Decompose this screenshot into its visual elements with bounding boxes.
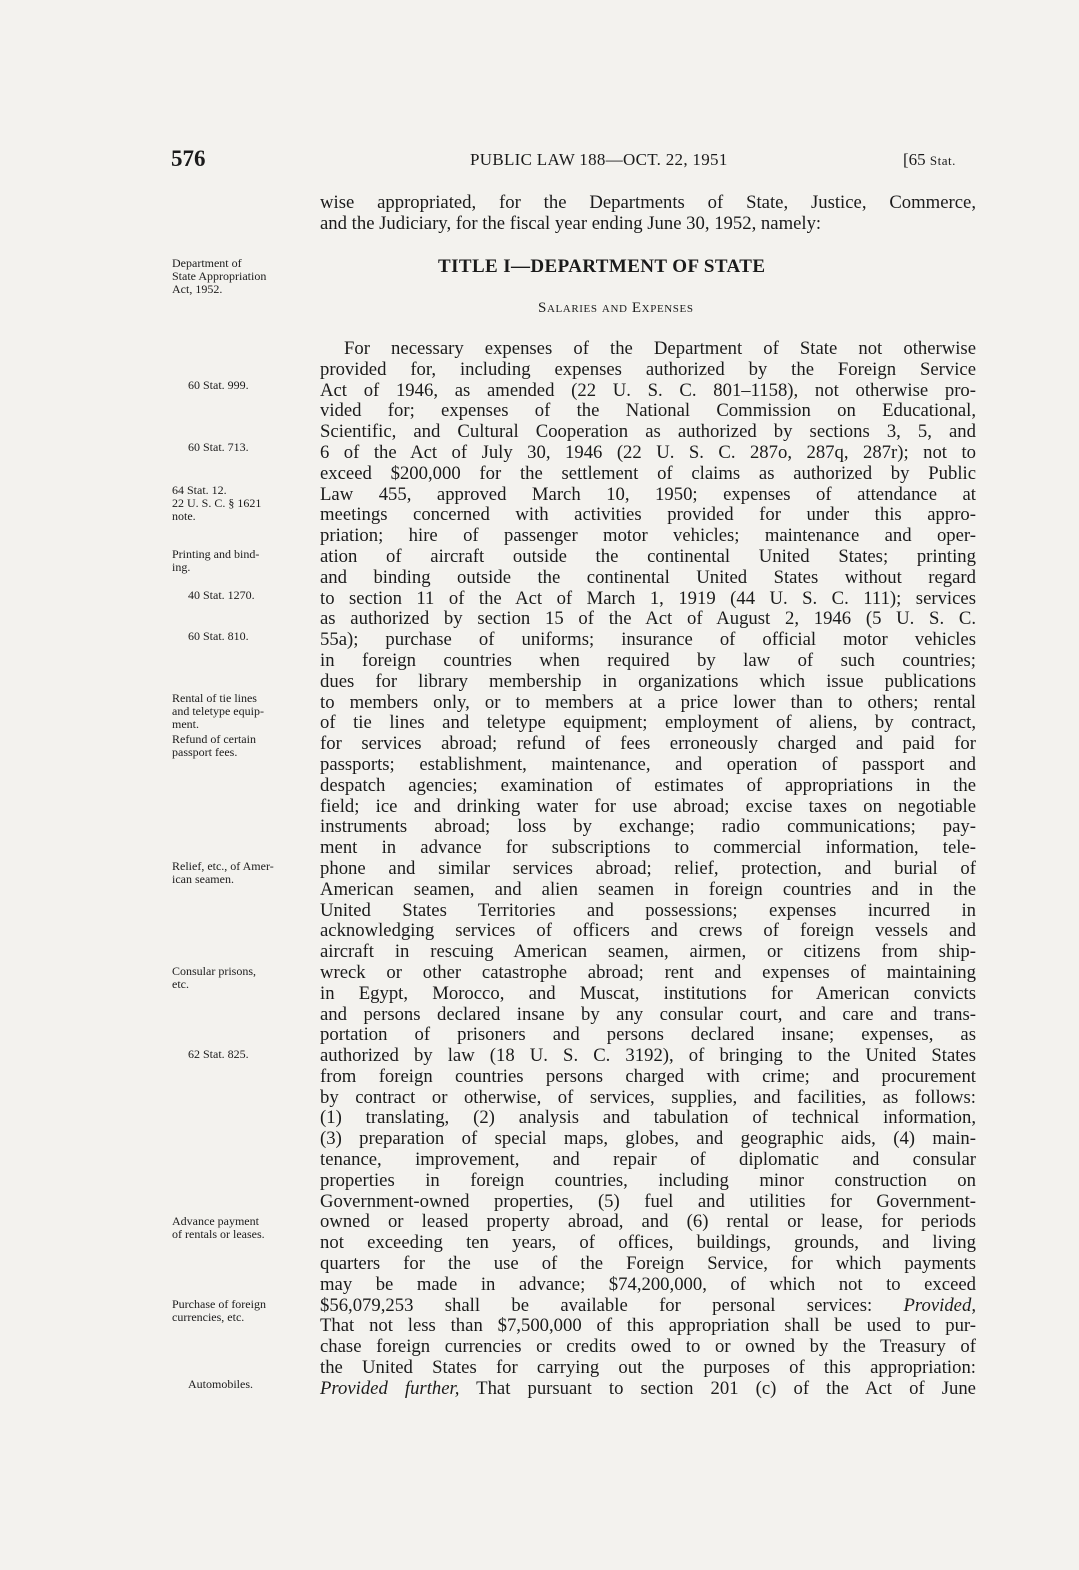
body-line: meetings concerned with activities provided for under this appro-: [320, 504, 976, 526]
body-line: in Egypt, Morocco, and Muscat, institutions for American convicts: [320, 982, 976, 1004]
body-line: Scientific, and Cultural Cooperation as authorized by sections 3, 5, and: [320, 421, 976, 443]
body-line: 6 of the Act of July 30, 1946 (22 U. S. C. 287o, 287q, 287r); not to: [320, 441, 976, 463]
intro-paragraph: [320, 193, 976, 235]
body-line: provided for, including expenses authorized by the Foreign Service: [320, 358, 976, 380]
body-line: tenance, improvement, and repair of diplomatic and consular: [320, 1149, 976, 1171]
body-line: owned or leased property abroad, and (6) rental or lease, for periods: [320, 1211, 976, 1233]
body-line: to members only, or to members at a price lower than to others; rental: [320, 691, 976, 713]
body-line: passports; establishment, maintenance, and operation of passport and: [320, 753, 976, 775]
body-line: phone and similar services abroad; relief, protection, and burial of: [320, 857, 976, 879]
margin-note-consular: Consular prisons, etc.: [172, 964, 256, 991]
body-line: to section 11 of the Act of March 1, 1919 (44 U. S. C. 111); services: [320, 587, 976, 609]
body-line: instruments abroad; loss by exchange; radio communications; pay-: [320, 816, 976, 838]
body-line: United States Territories and possessions; expenses incurred in: [320, 899, 976, 921]
body-line: aircraft in rescuing American seamen, airmen, or citizens from ship-: [320, 941, 976, 963]
statute-ref-prefix: [65: [903, 150, 930, 169]
body-line: wreck or other catastrophe abroad; rent and expenses of maintaining: [320, 961, 976, 983]
body-line: and persons declared insane by any consular court, and care and trans-: [320, 1003, 976, 1025]
body-line: dues for library membership in organizations which issue publications: [320, 670, 976, 692]
body-line: American seamen, and alien seamen in foreign countries and in the: [320, 878, 976, 900]
body-line: For necessary expenses of the Department of State not otherwise: [344, 338, 976, 359]
body-line: portation of prisoners and persons declared insane; expenses, as: [320, 1024, 976, 1046]
statute-ref-abbrev: Stat.: [929, 153, 956, 168]
title-heading: TITLE I—DEPARTMENT OF STATE: [438, 256, 766, 277]
running-head: PUBLIC LAW 188—OCT. 22, 1951: [470, 150, 728, 169]
body-line: vided for; expenses of the National Commission on Educational,: [320, 400, 976, 422]
body-line: That not less than $7,500,000 of this appropriation shall be used to pur-: [320, 1315, 976, 1337]
body-line: authorized by law (18 U. S. C. 3192), of bringing to the United States: [320, 1045, 976, 1067]
body-line: Law 455, approved March 10, 1950; expenses of attendance at: [320, 483, 976, 505]
page-number: 576: [171, 146, 206, 171]
margin-note-refund: Refund of certain passport fees.: [172, 732, 256, 759]
body-line: [320, 1296, 976, 1317]
body-line: from foreign countries persons charged with crime; and procurement: [320, 1065, 976, 1087]
body-line: exceed $200,000 for the settlement of claims as authorized by Public: [320, 462, 976, 484]
margin-note-relief: Relief, etc., of Amer- ican seamen.: [172, 859, 274, 886]
margin-note-stat-64-12: 64 Stat. 12. 22 U. S. C. § 1621 note.: [172, 483, 262, 523]
body-line: the United States for carrying out the purposes of this appropriation:: [320, 1357, 976, 1379]
body-line-text: That pursuant to section 201 (c) of the Act of June: [459, 1377, 976, 1399]
body-line: ation of aircraft outside the continental United States; printing: [320, 545, 976, 567]
provided-further-clause: Provided further,: [320, 1377, 460, 1399]
intro-line: wise appropriated, for the Departments of State, Justice, Commerce,: [320, 192, 976, 213]
margin-note-purchase: Purchase of foreign currencies, etc.: [172, 1297, 266, 1324]
section-subheading: Salaries and Expenses: [538, 300, 694, 316]
intro-line: and the Judiciary, for the fiscal year ending June 30, 1952, namely:: [320, 212, 822, 234]
body-line: quarters for the use of the Foreign Service, for which payments: [320, 1253, 976, 1275]
body-line: Government-owned properties, (5) fuel and utilities for Government-: [320, 1190, 976, 1212]
margin-note-stat-1270: 40 Stat. 1270.: [188, 588, 255, 602]
body-line: field; ice and drinking water for use abroad; excise taxes on negotiable: [320, 795, 976, 817]
body-line: ment in advance for subscriptions to commercial information, tele-: [320, 837, 976, 859]
body-line-text: $56,079,253 shall be available for personal services:: [320, 1294, 904, 1316]
body-line: (3) preparation of special maps, globes, and geographic aids, (4) main-: [320, 1128, 976, 1150]
provided-clause: Provided,: [903, 1294, 976, 1316]
margin-note-stat-810: 60 Stat. 810.: [188, 629, 249, 643]
statute-reference: [903, 150, 956, 170]
body-line: in foreign countries when required by law of such countries;: [320, 649, 976, 671]
body-line: despatch agencies; examination of estimates of appropriations in the: [320, 774, 976, 796]
margin-note-stat-999: 60 Stat. 999.: [188, 378, 249, 392]
margin-note-rental: Rental of tie lines and teletype equip- ment.: [172, 691, 264, 731]
margin-note-automobiles: Automobiles.: [188, 1377, 253, 1391]
body-line: not exceeding ten years, of offices, buildings, grounds, and living: [320, 1232, 976, 1254]
body-line: for services abroad; refund of fees erroneously charged and paid for: [320, 733, 976, 755]
margin-note-stat-825: 62 Stat. 825.: [188, 1047, 249, 1061]
body-line: may be made in advance; $74,200,000, of which not to exceed: [320, 1273, 976, 1295]
body-line: Act of 1946, as amended (22 U. S. C. 801–1158), not otherwise pro-: [320, 379, 976, 401]
body-line: [320, 1379, 976, 1400]
body-line: of tie lines and teletype equipment; employment of aliens, by contract,: [320, 712, 976, 734]
body-line: and binding outside the continental United States without regard: [320, 566, 976, 588]
appropriation-paragraph: [320, 339, 976, 1400]
margin-note-printing: Printing and bind- ing.: [172, 547, 260, 574]
body-line: priation; hire of passenger motor vehicles; maintenance and oper-: [320, 525, 976, 547]
body-line: (1) translating, (2) analysis and tabulation of technical information,: [320, 1107, 976, 1129]
margin-note-dept-act: Department of State Appropriation Act, 1952.: [172, 256, 267, 296]
margin-note-stat-713: 60 Stat. 713.: [188, 440, 249, 454]
body-line: properties in foreign countries, including minor construction on: [320, 1169, 976, 1191]
body-line: 55a); purchase of uniforms; insurance of official motor vehicles: [320, 629, 976, 651]
body-line: chase foreign currencies or credits owed to or owned by the Treasury of: [320, 1336, 976, 1358]
margin-note-advance: Advance payment of rentals or leases.: [172, 1214, 265, 1241]
body-line: as authorized by section 15 of the Act of August 2, 1946 (5 U. S. C.: [320, 608, 976, 630]
body-line: by contract or otherwise, of services, supplies, and facilities, as follows:: [320, 1086, 976, 1108]
body-line: acknowledging services of officers and crews of foreign vessels and: [320, 920, 976, 942]
